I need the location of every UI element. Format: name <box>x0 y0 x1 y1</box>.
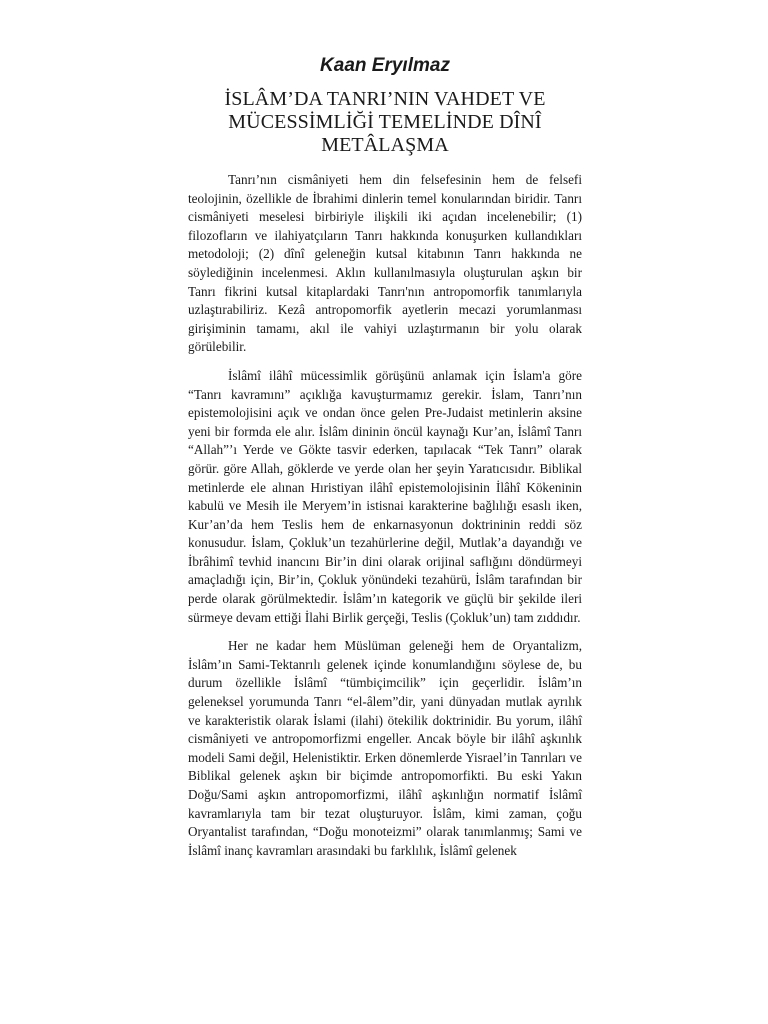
body-paragraph: İslâmî ilâhî mücessimlik görüşünü anlamak için İslam'a göre “Tanrı kavramını” açıklığa kavuşturmamız gerekir. İslam, Tanrı’nın epistemolojisini açık ve ondan önce gelen Pre-Judaist metinlerin aksine yeni bir formda ele alır. İslâm dininin öncül kaynağı Kur’an, İslâmî Tanrı “Allah”’ı Yerde ve Gökte tasvir ederken, tapılacak “Tek Tanrı” olarak görür. göre Allah, göklerde ve yerde olan her şeyin Yaratıcısıdır. Biblikal metinlerde ele alınan Hıristiyan ilâhî epistemolojisinin İlâhî Kökeninin kabulü ve Mesih ile Meryem’in istisnai karakterine bağlılığı esaslı iken, Kur’an’da hem Teslis hem de enkarnasyonun doktrininin reddi söz konusudur. İslam, Çokluk’un tezahürlerine değil, Mutlak’a dayandığı ve İbrâhimî tevhid inancını Bir’in dini olarak orijinal saflığını döndürmeyi amaçladığı için, Bir’in, Çokluk yönündeki tezahürü, İslâm tarafından bir perde olarak görülmektedir. İslâm’ın kategorik ve güçlü bir şekilde ileri sürmeye devam ettiği İlahi Birlik gerçeği, Teslis (Çokluk’un) tam zıddıdır. <box>188 367 582 625</box>
title-line: METÂLAŞMA <box>321 134 449 156</box>
body-paragraph: Tanrı’nın cismâniyeti hem din felsefesinin hem de felsefi teolojinin, özellikle de İbrahimi dinlerin temel konularından biridir. Tanrı cismâniyeti meselesi birbiriyle ilişkili iki açıdan incelenebilir; (1) filozofların ve ilahiyatçıların Tanrı hakkında konuşurken kullandıkları metodoloji; (2) dînî geleneğin kutsal kitabının Tanrı hakkında ne söylediğinin incelenmesi. Aklın kullanılmasıyla oluşturulan aşkın bir Tanrı fikrini kutsal kitaplardaki Tanrı'nın antropomorfik tanımlarıyla uzlaştırabiliriz. Kezâ antropomorfik ayetlerin mecazi yorumlanması girişiminin tamamı, akıl ile vahiyi uzlaştırmanın bir yolu olarak görülebilir. <box>188 172 582 355</box>
title-line: MÜCESSİMLİĞİ TEMELİNDE DÎNÎ <box>228 111 542 133</box>
title-line: İSLÂM’DA TANRI’NIN VAHDET VE <box>224 88 546 110</box>
document-title <box>188 88 582 157</box>
author-name: Kaan Eryılmaz <box>320 55 450 76</box>
body-paragraph: Her ne kadar hem Müslüman geleneği hem de Oryantalizm, İslâm’ın Sami-Tektanrılı gelenek içinde konumlandığını söylese de, bu durum özellikle İslâmî “tümbiçimcilik” için geçerlidir. İslâm’ın geleneksel yorumunda Tanrı “el-âlem”dir, yani dünyadan mutlak ayrılık ve karakteristik olarak İslami (ilahi) ötekilik doktrinidir. Bu yorum, ilâhî cismâniyeti ve antropomorfizmi engeller. Ancak böyle bir ilâhî aşkınlık modeli Sami değil, Helenistiktir. Erken dönemlerde Yisrael’in Tanrıları ve Biblikal gelenek aşkın bir biçimde antropomorfikti. Bu eski Yakın Doğu/Sami aşkın antropomorfizmi, ilâhî aşkınlığın normatif İslâmî kavramlarıyla tam bir tezat oluşturuyor. İslâm, kimi zaman, çoğu Oryantalist tarafından, “Doğu monoteizmi” olarak tanımlanmış; Sami ve İslâmî inanç kavramları arasındaki bu farklılık, İslâmî gelenek <box>188 638 582 858</box>
document-page <box>188 52 582 870</box>
